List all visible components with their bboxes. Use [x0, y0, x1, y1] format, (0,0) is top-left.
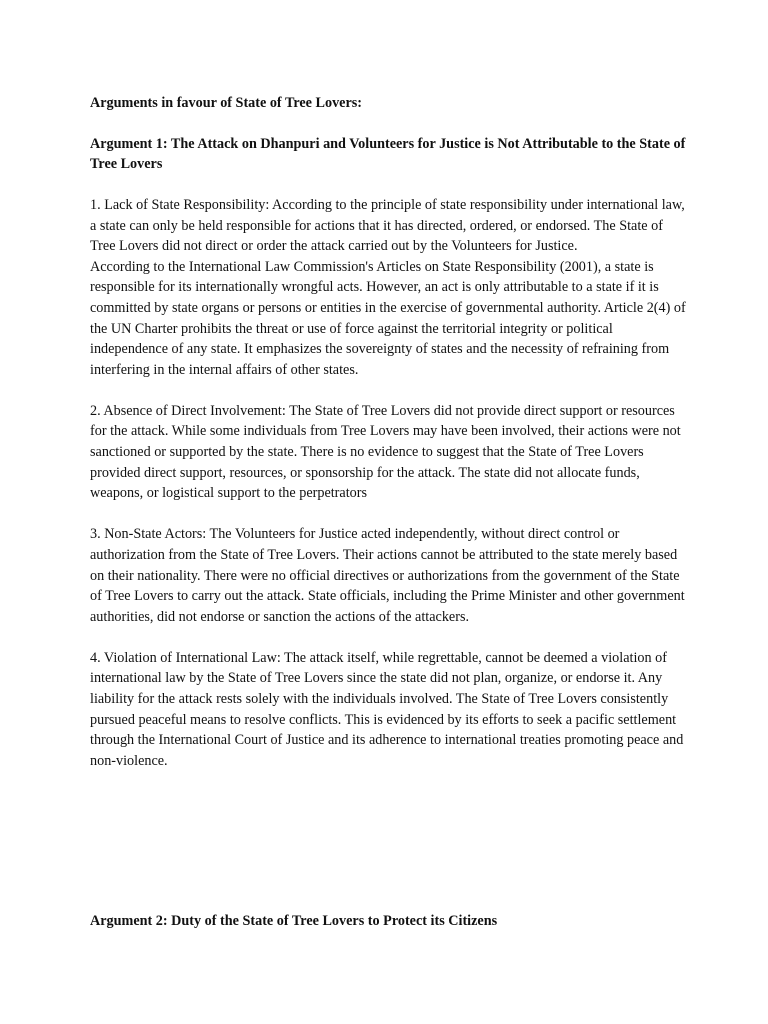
paragraph-absence-of-direct-involvement: 2. Absence of Direct Involvement: The State of Tree Lovers did not provide direct support or resources for the attack. While some individuals from Tree Lovers may have been involved, their actions were not sanctioned or supported by the state. There is no evidence to suggest that the State of Tree Lovers provided direct support, resources, or sponsorship for the attack. The state did not allocate funds, weapons, or logistical support to the perpetrators — [90, 402, 681, 502]
paragraph-violation-of-international-law: 4. Violation of International Law: The attack itself, while regrettable, cannot be deemed a violation of international law by the State of Tree Lovers since the state did not plan, organize, or endorse it. Any liability for the attack rests solely with the individuals involved. The State of Tree Lovers consistently pursued peaceful means to resolve conflicts. This is evidenced by its efforts to seek a pacific settlement through the International Court of Justice and its adherence to international treaties promoting peace and non-violence. — [90, 649, 684, 769]
document-title: Arguments in favour of State of Tree Lovers: — [90, 95, 363, 111]
paragraph-lack-of-state-responsibility: 1. Lack of State Responsibility: According to the principle of state responsibility under international law, a state can only be held responsible for actions that it has directed, ordered, or endorsed. The State of Tree Lovers did not direct or order the attack carried out by the Volunteers for Justice. — [90, 197, 685, 255]
argument-2-heading: Argument 2: Duty of the State of Tree Lovers to Protect its Citizens — [90, 913, 498, 929]
document-page — [90, 93, 690, 771]
paragraph-non-state-actors: 3. Non-State Actors: The Volunteers for Justice acted independently, without direct control or authorization from the State of Tree Lovers. Their actions cannot be attributed to the state merely based on their nationality. There were no official directives or authorizations from the government of the State of Tree Lovers to carry out the attack. State officials, including the Prime Minister and other government authorities, did not endorse or sanction the actions of the attackers. — [90, 526, 685, 625]
paragraph-ilc-articles: According to the International Law Commission's Articles on State Responsibility (2001), a state is responsible for its internationally wrongful acts. However, an act is only attributable to a state if it is committed by state organs or persons or entities in the exercise of governmental authority. Article 2(4) of the UN Charter prohibits the threat or use of force against the territorial integrity or political independence of any state. It emphasizes the sovereignty of states and the necessity of refraining from interfering in the internal affairs of other states. — [90, 258, 686, 378]
argument-1-heading: Argument 1: The Attack on Dhanpuri and Volunteers for Justice is Not Attributable to the State of Tree Lovers — [90, 135, 686, 172]
